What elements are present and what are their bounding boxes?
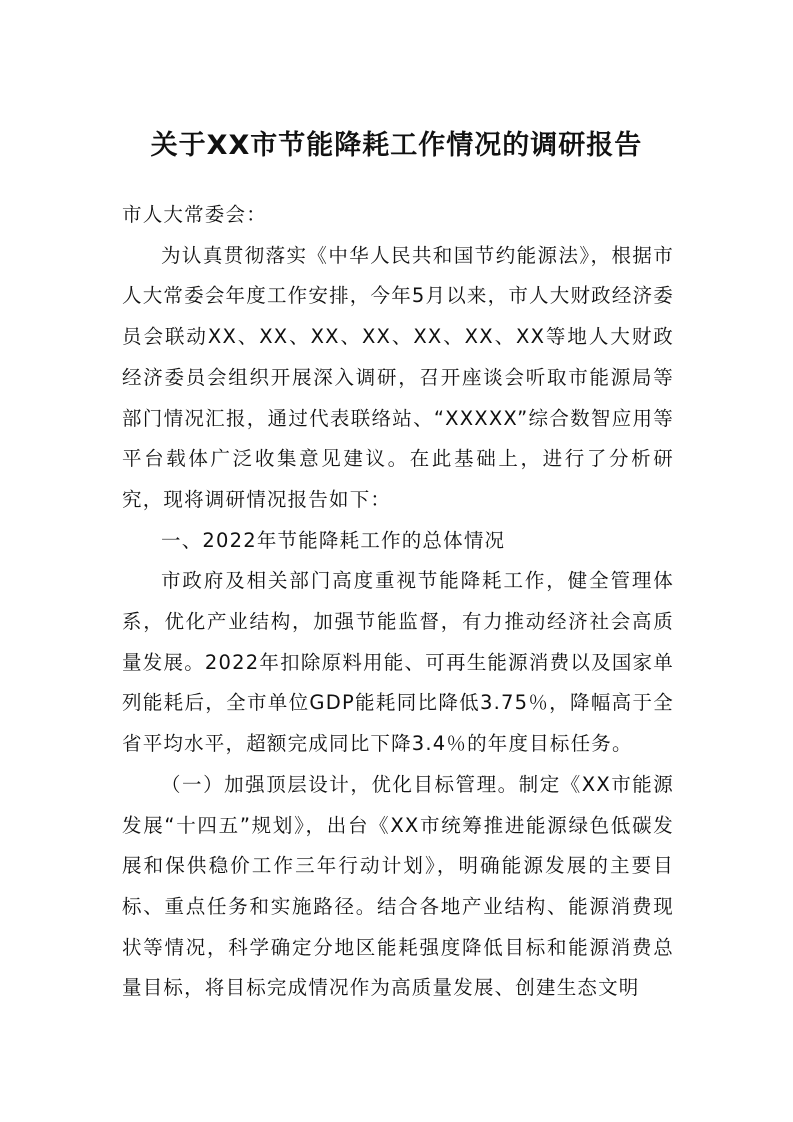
salutation: 市人大常委会： — [122, 203, 267, 226]
paragraph-subsection-1: （一）加强顶层设计，优化目标管理。制定《XX市能源发展“十四五”规划》，出台《XX市统筹推进能源绿色低碳发展和保供稳价工作三年行动计划》，明确能源发展的主要目标、重点任务和实施路径。结合各地产业结构、能源消费现状等情况，科学确定分地区能耗强度降低目标和能源消费总量目标，将目标完成情况作为高质量发展、创建生态文明 — [122, 772, 674, 1000]
section-heading-1: 一、2022年节能降耗工作的总体情况 — [161, 528, 506, 552]
document-body — [122, 195, 674, 1009]
paragraph-overview: 市政府及相关部门高度重视节能降耗工作，健全管理体系，优化产业结构，加强节能监督，有力推动经济社会高质量发展。2022年扣除原料用能、可再生能源消费以及国家单列能耗后，全市单位GDP能耗同比降低3.75％，降幅高于全省平均水平，超额完成同比下降3.4％的年度目标任务。 — [122, 569, 674, 756]
paragraph-intro: 为认真贯彻落实《中华人民共和国节约能源法》，根据市人大常委会年度工作安排，今年5月以来，市人大财政经济委员会联动XX、XX、XX、XX、XX、XX、XX等地人大财政经济委员会组织开展深入调研，召开座谈会听取市能源局等部门情况汇报，通过代表联络站、“XXXXX”综合数智应用等平台载体广泛收集意见建议。在此基础上，进行了分析研究，现将调研情况报告如下： — [122, 243, 674, 511]
document-title: 关于XX市节能降耗工作情况的调研报告 — [150, 130, 643, 161]
